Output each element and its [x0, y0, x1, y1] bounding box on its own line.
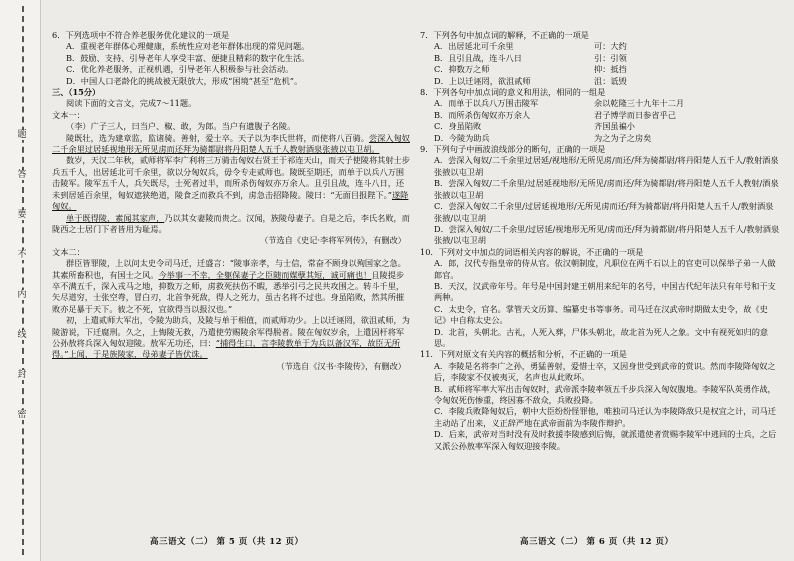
question-11-option-d: D．后来，武帝对当时没有及时救援李陵感到后悔，就派遣使者赏赐李陵军中逃回的士兵，之后又派公孙敖率军深入匈奴迎接李陵。 — [434, 429, 777, 451]
option-gloss: 引：引领 — [594, 52, 627, 63]
question-11-option-b: B．贰师将军率大军出击匈奴时，武帝派李陵率领五千步兵深入匈奴腹地。李陵军队英勇作战，令匈奴死伤惨重，终因寡不敌众，兵败投降。 — [434, 383, 776, 405]
option-text: C．身虽陷败 — [434, 121, 482, 132]
page-5-footer: 高三语文（二） 第 5 页（共 12 页） — [150, 537, 304, 547]
option-gloss: 可：大约 — [594, 41, 627, 52]
text-two-source: （节选自《汉书·李陵传》，有删改） — [276, 360, 406, 371]
option-gloss: 沮：诋毁 — [594, 75, 627, 86]
option-compare: 为之为子之房矣 — [594, 132, 652, 143]
text-one-paragraph — [52, 213, 412, 236]
text-two-paragraph — [52, 315, 412, 361]
instruction: 阅读下面的文言文，完成7～11题。 — [66, 98, 197, 109]
page-6-footer: 高三语文（二） 第 6 页（共 12 页） — [520, 537, 674, 547]
binding-margin — [0, 0, 41, 561]
question-6-option-c: C．优化养老服务，正视机遇，引导老年人积极参与社会活动。 — [66, 64, 294, 75]
question-10-option-a: A．郎，汉代专指皇帝的侍从官。依汉朝制度，凡职位在两千石以上的官吏可以保举子弟一人做郎官。 — [434, 258, 776, 280]
question-7-stem: 7．下列各句中加点词的解释，不正确的一项是 — [420, 30, 589, 40]
option-text: C．抑数万之师 — [434, 64, 490, 75]
seal-line — [22, 6, 24, 555]
question-8-option-c — [420, 121, 780, 132]
text-two — [52, 247, 412, 372]
question-7-option-d — [420, 76, 780, 87]
option-gloss: 抑：抵挡 — [594, 64, 627, 75]
underlined-text: 遂降匈奴。 — [52, 189, 409, 212]
question-8-option-b — [420, 110, 780, 121]
question-8-stem: 8．下列各句中加点词的意义和用法，相同的一组是 — [420, 87, 606, 98]
page-6 — [420, 30, 780, 452]
binding-mark: 内 — [17, 290, 27, 300]
text-two-paragraph — [52, 258, 412, 315]
question-9-option-d: D．尝深入匈奴/二千余里/过居延/视地形无所见/虏而还/拜为骑都尉/将丹阳楚人五千人/教射酒泉张掖/以屯卫胡 — [434, 223, 780, 246]
question-9-option-b: B．尝深入匈奴/二千余里/过居延视地形/无所见/虏而还/拜为骑都尉/将丹阳楚人五千人教射/酒泉张掖以屯卫胡 — [434, 178, 779, 200]
binding-mark: 答 — [17, 170, 27, 180]
underlined-sentence: “捕得生口，言李陵教单于为兵以备汉军，故臣无所得。”上闻，于是族陵家，母弟妻子皆伏诛。 — [52, 337, 401, 360]
question-7-option-b — [420, 53, 780, 64]
option-text: B．而所杀伤匈奴亦万余人 — [434, 109, 531, 120]
option-compare: 余以乾隆三十九年十二月 — [594, 98, 685, 109]
option-compare: 齐国虽褊小 — [594, 121, 635, 132]
binding-mark: 线 — [17, 330, 27, 340]
question-7-option-c — [420, 64, 780, 75]
passage-text: 初，上遣贰师大军出，令陵为助兵，及陵与单于相值，而贰师功少。上以迁诬罔，欲沮贰师，为陵游说，下迁腐刑。久之，上悔陵无救，乃遣使劳赐陵余军得脱者。陵在匈奴岁余，上遣因杆将军公孙敖将兵深入匈奴迎陵。敖军无功还，曰： — [52, 315, 410, 348]
passage-text: 数岁，天汉二年秋，贰师将军李广利将三万骑击匈奴右贤王于祁连天山，而天子使陵将其射士步兵五千人，出居延北可千余里，欲以分匈奴兵，毋令专走贰师也。陵既至期还，而单于以兵八万围击陵军。陵军五千人，兵矢既尽，士死者过半，而所杀伤匈奴亦万余人。且引且战，连斗八日，还未到居延百余里，匈奴遮狭绝道，陵食乏而救兵不到，虏急击招降陵。陵曰：“无面目报陛下。” — [52, 155, 410, 200]
binding-mark: 不 — [17, 250, 27, 260]
question-11-stem: 11．下列对原文有关内容的概括和分析，不正确的一项是 — [420, 349, 627, 360]
question-6-stem: 6．下列选项中不符合养老服务优化建议的一项是 — [52, 30, 230, 40]
question-6-option-d: D．中国人口老龄化的挑战被无限放大，形成“困境”甚至“危机”。 — [66, 75, 303, 86]
question-7-option-a — [420, 41, 780, 52]
page-5 — [52, 30, 412, 372]
question-8-option-a — [420, 98, 780, 109]
question-9-option-c: C．尝深入匈奴二千余里/过居延视地形/无所见虏而还/拜为骑都尉/将丹阳楚人五千人/教射酒泉张掖/以屯卫胡 — [434, 201, 774, 223]
text-one-paragraph — [52, 133, 412, 156]
text-one-paragraph: （李）广子三人，曰当户、椒、敢，为郎。当户有遗腹子名陵。 — [66, 121, 296, 132]
option-text: D．上以迁诬罔，欲沮贰师 — [434, 75, 531, 86]
question-11-option-c: C．李陵兵败降匈奴后，朝中大臣纷纷怪罪他，唯独司马迁认为李陵降敌只是权宜之计，司马迁主动站了出来，义正辞严地在武帝面前为李陵作辩护。 — [434, 406, 776, 428]
question-10-option-c: C．太史令，官名。掌管天文历算、编纂史书等事务。司马迁在汉武帝时期做太史令，故《史记》中自称太史公。 — [434, 303, 768, 326]
question-6-option-a: A．重视老年群体心理健康，系统性应对老年群体出现的常见问题。 — [66, 41, 310, 52]
question-11-option-a: A．李陵是名将李广之孙，勇猛善射，爱惜士卒，又因身世受到武帝的赏识。然而李陵降匈奴之后，李陵家不仅被夷灭，名声也从此败坏。 — [434, 360, 776, 383]
option-text: A．出居延北可千余里 — [434, 41, 514, 52]
underlined-sentence: 单于既得陵，素闻其家声， — [66, 212, 165, 223]
passage-text: 群臣皆罪陵，上以问太史令司马迁，迁盛言：“陵事亲孝，与士信，常奋不顾身以殉国家之急。其素所畜积也，有国士之风。 — [52, 258, 406, 280]
binding-mark: 封 — [17, 370, 27, 380]
binding-mark: 要 — [17, 210, 27, 220]
option-text: D．今陵为助兵 — [434, 132, 490, 143]
section-heading: 三、（15分） — [52, 87, 101, 98]
wavy-underlined-text: 尝深入匈奴二千余里过居延视地形无所见虏而还拜为骑都尉将丹阳楚人五千人教射酒泉张掖以屯卫胡。 — [52, 132, 410, 155]
question-10-option-b: B．天汉，汉武帝年号。年号是中国封建王朝用来纪年的名号，中国古代纪年法只有年号和干支两种。 — [434, 280, 776, 303]
passage-text: 陵既壮，选为建章监，监诸骑。善射，爱士卒。天子以为李氏世将，而使将八百骑。 — [66, 132, 369, 143]
question-9-option-a: A．尝深入匈奴/二千余里过居延/视地形/无所见虏/而还/拜为骑都尉/将丹阳楚人五千人/教射酒泉张掖以屯卫胡 — [434, 155, 779, 177]
binding-mark: 密 — [17, 410, 27, 420]
option-text: B．且引且战，连斗八日 — [434, 52, 522, 63]
question-10-stem: 10．下列对文中加点的词语相关内容的解说，不正确的一项是 — [420, 246, 644, 257]
passage-text: 且陵提步卒不满五千，深入戎马之地，抑数万之师，虏救死扶伤不暇，悉举引弓之民共攻围之。转斗千里，矢尽道穷，士张空弮，冒白刃，北首争死敌，得人之死力，虽古名将不过也。身虽陷败，然其所摧败亦足暴于天下。彼之不死，宜欲得当以报汉也。” — [52, 269, 405, 314]
option-text: A．而单于以兵八万围击陵军 — [434, 98, 539, 109]
option-compare: 君子博学而日参省乎己 — [594, 109, 676, 120]
underlined-sentence: 今举事一不幸，全躯保妻子之臣随而媒孽其短，诚可痛也！ — [158, 269, 372, 280]
text-one — [52, 110, 412, 247]
question-9-stem: 9．下列句子中画波浪线部分的断句，正确的一项是 — [420, 144, 606, 155]
binding-mark: 题 — [17, 130, 27, 140]
text-one-paragraph — [52, 155, 412, 212]
passage-text: 乃以其女妻陵而贵之。汉闻，族陵母妻子。自是之后，李氏名败，而陇西之士居门下者皆用为耻焉。 — [52, 212, 410, 234]
question-10-option-d: D．北首，头朝北。古礼，人死入葬，尸体头朝北，故北首为死人之象。文中有视死如归的意思。 — [434, 326, 769, 348]
question-8-option-d — [420, 133, 780, 144]
text-one-label: 文本一： — [52, 109, 85, 120]
question-6-option-b: B．鼓励、支持、引导老年人享受丰富、便捷且精彩的数字化生活。 — [66, 52, 310, 63]
text-two-label: 文本二： — [52, 246, 85, 257]
text-one-source: （节选自《史记·李将军列传》，有删改） — [260, 235, 406, 246]
